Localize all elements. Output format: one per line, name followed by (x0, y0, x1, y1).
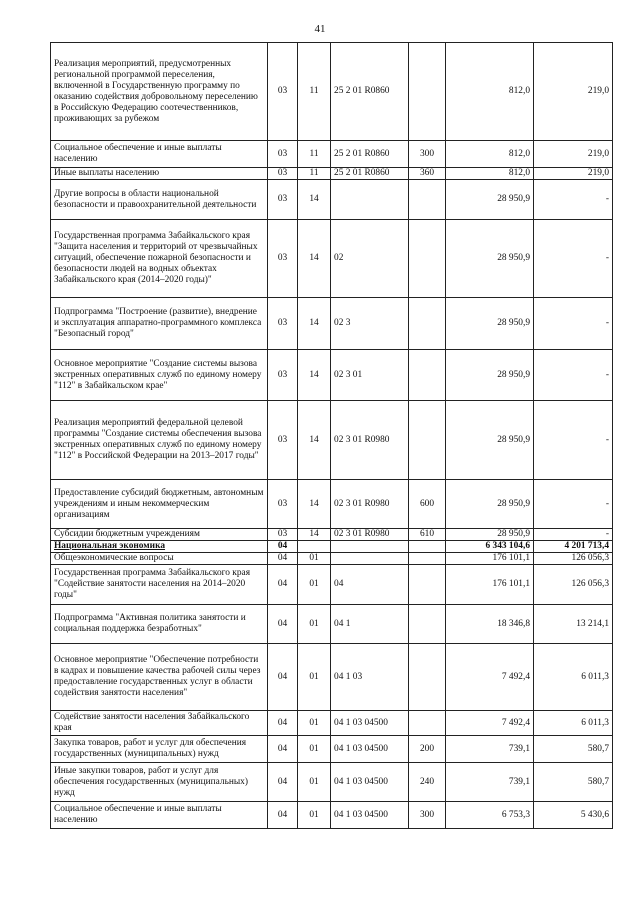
target-article-code: 02 3 01 R0980 (331, 401, 409, 480)
table-row (51, 141, 613, 168)
table-row (51, 401, 613, 480)
table-row (51, 220, 613, 298)
subsection-code: 01 (298, 711, 331, 736)
target-article-code: 02 (331, 220, 409, 298)
item-name: Другие вопросы в области национальной безопасности и правоохранительной деятельности (51, 180, 268, 220)
expense-type-code (409, 644, 446, 711)
expense-type-code (409, 553, 446, 565)
expense-type-code (409, 298, 446, 350)
subsection-code (298, 541, 331, 553)
table-row (51, 529, 613, 541)
section-code: 04 (268, 736, 298, 763)
table-row (51, 43, 613, 141)
expense-type-code (409, 565, 446, 605)
subsection-code: 14 (298, 480, 331, 529)
target-article-code: 02 3 01 R0980 (331, 529, 409, 541)
subsection-code: 14 (298, 401, 331, 480)
section-code: 03 (268, 43, 298, 141)
expense-type-code: 240 (409, 763, 446, 802)
amount-second: 126 056,3 (534, 553, 613, 565)
section-code: 03 (268, 350, 298, 401)
section-code: 03 (268, 220, 298, 298)
target-article-code: 04 1 03 04500 (331, 711, 409, 736)
amount-second: 219,0 (534, 168, 613, 180)
expense-type-code: 300 (409, 141, 446, 168)
amount-second: - (534, 401, 613, 480)
amount-second: - (534, 529, 613, 541)
subsection-code: 11 (298, 168, 331, 180)
subsection-code: 14 (298, 220, 331, 298)
expense-type-code (409, 541, 446, 553)
item-name: Основное мероприятие "Создание системы вызова экстренных оперативных служб по единому номеру "112" в Забайкальском крае" (51, 350, 268, 401)
amount-first: 812,0 (446, 141, 534, 168)
target-article-code: 25 2 01 R0860 (331, 141, 409, 168)
subsection-code: 14 (298, 350, 331, 401)
amount-second: 6 011,3 (534, 644, 613, 711)
subsection-code: 14 (298, 180, 331, 220)
target-article-code: 02 3 01 R0980 (331, 480, 409, 529)
subsection-code: 14 (298, 298, 331, 350)
expense-type-code (409, 220, 446, 298)
section-code: 03 (268, 141, 298, 168)
amount-second: 13 214,1 (534, 605, 613, 644)
subsection-code: 01 (298, 736, 331, 763)
expense-type-code (409, 350, 446, 401)
table-row (51, 736, 613, 763)
section-code: 03 (268, 480, 298, 529)
subsection-code: 01 (298, 605, 331, 644)
amount-second: 219,0 (534, 141, 613, 168)
amount-first: 28 950,9 (446, 401, 534, 480)
amount-second: 219,0 (534, 43, 613, 141)
table-body (51, 43, 613, 829)
item-name: Общеэкономические вопросы (51, 553, 268, 565)
subsection-code: 11 (298, 43, 331, 141)
section-code: 03 (268, 298, 298, 350)
target-article-code: 04 1 03 04500 (331, 802, 409, 829)
section-code: 03 (268, 401, 298, 480)
section-code: 03 (268, 168, 298, 180)
table-row (51, 180, 613, 220)
table-row (51, 763, 613, 802)
amount-second: 6 011,3 (534, 711, 613, 736)
amount-first: 28 950,9 (446, 180, 534, 220)
target-article-code (331, 180, 409, 220)
amount-first: 28 950,9 (446, 298, 534, 350)
target-article-code: 04 1 03 04500 (331, 763, 409, 802)
amount-second: - (534, 298, 613, 350)
amount-first: 176 101,1 (446, 565, 534, 605)
table-row (51, 553, 613, 565)
expense-type-code: 360 (409, 168, 446, 180)
subsection-code: 01 (298, 763, 331, 802)
target-article-code: 02 3 01 (331, 350, 409, 401)
amount-first: 28 950,9 (446, 350, 534, 401)
table-row (51, 480, 613, 529)
amount-first: 7 492,4 (446, 644, 534, 711)
amount-first: 739,1 (446, 763, 534, 802)
section-code: 04 (268, 553, 298, 565)
section-code: 03 (268, 529, 298, 541)
amount-second: 126 056,3 (534, 565, 613, 605)
table-row (51, 541, 613, 553)
expense-type-code (409, 605, 446, 644)
table-row (51, 605, 613, 644)
subsection-code: 01 (298, 644, 331, 711)
expense-type-code: 200 (409, 736, 446, 763)
table-row (51, 802, 613, 829)
amount-first: 812,0 (446, 43, 534, 141)
table-row (51, 565, 613, 605)
item-name: Подпрограмма "Активная политика занятости и социальная поддержка безработных" (51, 605, 268, 644)
expense-type-code (409, 43, 446, 141)
section-code: 04 (268, 605, 298, 644)
table-row (51, 298, 613, 350)
subsection-code: 01 (298, 565, 331, 605)
item-name: Предоставление субсидий бюджетным, автономным учреждениям и иным некоммерческим организациям (51, 480, 268, 529)
target-article-code (331, 553, 409, 565)
item-name: Субсидии бюджетным учреждениям (51, 529, 268, 541)
amount-first: 812,0 (446, 168, 534, 180)
target-article-code: 04 (331, 565, 409, 605)
expense-type-code: 600 (409, 480, 446, 529)
amount-second: - (534, 220, 613, 298)
item-name: Реализация мероприятий федеральной целевой программы "Создание системы обеспечения вызова экстренных оперативных служб по единому номеру "112" в Российской Федерации на 2013–2017 годы" (51, 401, 268, 480)
target-article-code: 04 1 03 (331, 644, 409, 711)
expense-type-code (409, 711, 446, 736)
item-name: Национальная экономика (51, 541, 268, 553)
amount-first: 7 492,4 (446, 711, 534, 736)
amount-second: 580,7 (534, 736, 613, 763)
subsection-code: 11 (298, 141, 331, 168)
item-name: Социальное обеспечение и иные выплаты населению (51, 141, 268, 168)
item-name: Государственная программа Забайкальского края "Защита населения и территорий от чрезвычайных ситуаций, обеспечение пожарной безопасности и безопасности людей на водных объектах Забайкальского края (2014–2020 годы)" (51, 220, 268, 298)
item-name: Основное мероприятие "Обеспечение потребности в кадрах и повышение качества рабочей силы через предоставление государственных услуг в области содействия занятости населения" (51, 644, 268, 711)
target-article-code: 25 2 01 R0860 (331, 43, 409, 141)
section-code: 04 (268, 711, 298, 736)
subsection-code: 14 (298, 529, 331, 541)
target-article-code: 25 2 01 R0860 (331, 168, 409, 180)
amount-first: 28 950,9 (446, 480, 534, 529)
item-name: Иные выплаты населению (51, 168, 268, 180)
section-code: 04 (268, 802, 298, 829)
section-code: 03 (268, 180, 298, 220)
target-article-code: 04 1 (331, 605, 409, 644)
subsection-code: 01 (298, 802, 331, 829)
expense-type-code: 300 (409, 802, 446, 829)
item-name: Социальное обеспечение и иные выплаты населению (51, 802, 268, 829)
amount-second: - (534, 180, 613, 220)
amount-first: 739,1 (446, 736, 534, 763)
item-name: Содействие занятости населения Забайкальского края (51, 711, 268, 736)
amount-second: 4 201 713,4 (534, 541, 613, 553)
amount-first: 176 101,1 (446, 553, 534, 565)
section-code: 04 (268, 541, 298, 553)
table-row (51, 711, 613, 736)
amount-first: 28 950,9 (446, 529, 534, 541)
target-article-code: 04 1 03 04500 (331, 736, 409, 763)
target-article-code (331, 541, 409, 553)
expense-type-code: 610 (409, 529, 446, 541)
target-article-code: 02 3 (331, 298, 409, 350)
amount-first: 6 343 104,6 (446, 541, 534, 553)
table-row (51, 168, 613, 180)
amount-second: - (534, 350, 613, 401)
item-name: Иные закупки товаров, работ и услуг для обеспечения государственных (муниципальных) нужд (51, 763, 268, 802)
amount-second: 580,7 (534, 763, 613, 802)
section-code: 04 (268, 565, 298, 605)
budget-table (50, 42, 613, 829)
expense-type-code (409, 401, 446, 480)
subsection-code: 01 (298, 553, 331, 565)
table-row (51, 644, 613, 711)
page-number: 41 (314, 23, 326, 35)
amount-first: 18 346,8 (446, 605, 534, 644)
item-name: Государственная программа Забайкальского края "Содействие занятости населения на 2014–2020 годы" (51, 565, 268, 605)
item-name: Закупка товаров, работ и услуг для обеспечения государственных (муниципальных) нужд (51, 736, 268, 763)
amount-second: - (534, 480, 613, 529)
item-name: Подпрограмма "Построение (развитие), внедрение и эксплуатация аппаратно-программного комплекса "Безопасный город" (51, 298, 268, 350)
amount-first: 6 753,3 (446, 802, 534, 829)
section-code: 04 (268, 644, 298, 711)
expense-type-code (409, 180, 446, 220)
amount-second: 5 430,6 (534, 802, 613, 829)
amount-first: 28 950,9 (446, 220, 534, 298)
item-name: Реализация мероприятий, предусмотренных региональной программой переселения, включенной в Государственную программу по оказанию содействия добровольному переселению в Российскую Федерацию соотечественников, проживающих за рубежом (51, 43, 268, 141)
table-row (51, 350, 613, 401)
section-code: 04 (268, 763, 298, 802)
